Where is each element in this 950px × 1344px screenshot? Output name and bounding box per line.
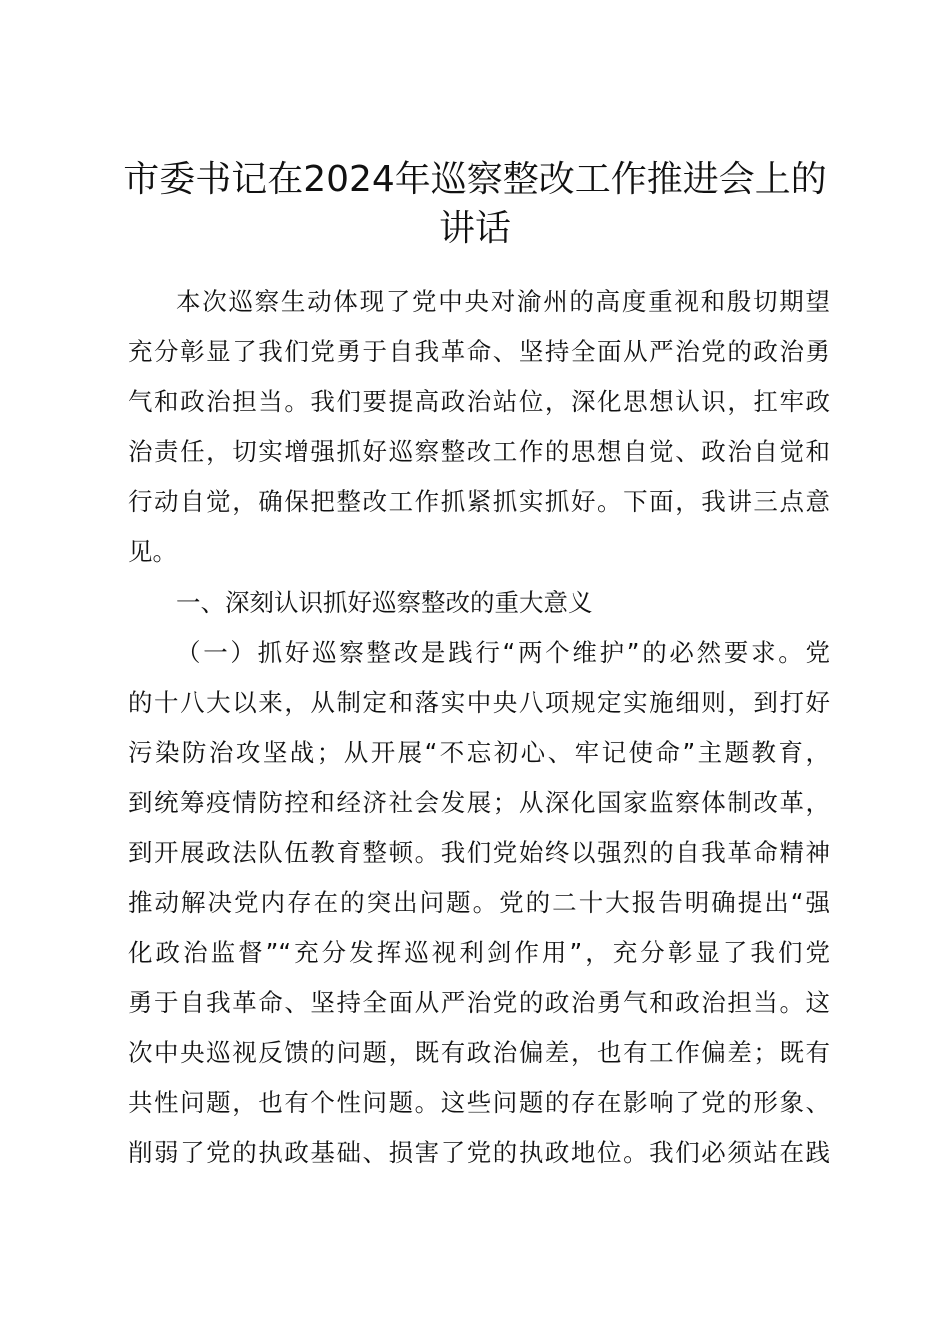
body-line-2: 充分彰显了我们党勇于自我革命、坚持全面从严治党的政治勇 xyxy=(128,337,830,366)
body-line-11: 到统筹疫情防控和经济社会发展；从深化国家监察体制改革， xyxy=(128,788,830,817)
body-line-3: 气和政治担当。我们要提高政治站位，深化思想认识，扛牢政 xyxy=(128,387,830,416)
body-line-8: （一）抓好巡察整改是践行“两个维护”的必然要求。党 xyxy=(176,638,830,667)
body-line-6: 见。 xyxy=(128,537,177,566)
body-line-10: 污染防治攻坚战；从开展“不忘初心、牢记使命”主题教育， xyxy=(128,738,830,767)
body-line-9: 的十八大以来，从制定和落实中央八项规定实施细则，到打好 xyxy=(128,688,830,717)
body-line-1: 本次巡察生动体现了党中央对渝州的高度重视和殷切期望 xyxy=(176,287,830,316)
body-line-12: 到开展政法队伍教育整顿。我们党始终以强烈的自我革命精神 xyxy=(128,838,830,867)
body-line-5: 行动自觉，确保把整改工作抓紧抓实抓好。下面，我讲三点意 xyxy=(128,487,830,516)
body-line-14: 化政治监督”“充分发挥巡视利剑作用”，充分彰显了我们党 xyxy=(128,938,830,967)
document-title: 市委书记在2024年巡察整改工作推进会上的讲话 xyxy=(123,159,827,249)
body-line-17: 共性问题，也有个性问题。这些问题的存在影响了党的形象、 xyxy=(128,1088,830,1117)
body-line-15: 勇于自我革命、坚持全面从严治党的政治勇气和政治担当。这 xyxy=(128,988,830,1017)
body-line-13: 推动解决党内存在的突出问题。党的二十大报告明确提出“强 xyxy=(128,888,830,917)
body-line-18: 削弱了党的执政基础、损害了党的执政地位。我们必须站在践 xyxy=(128,1138,830,1167)
section-heading-1: 一、深刻认识抓好巡察整改的重大意义 xyxy=(176,588,593,617)
body-line-4: 治责任，切实增强抓好巡察整改工作的思想自觉、政治自觉和 xyxy=(128,437,830,466)
body-line-16: 次中央巡视反馈的问题，既有政治偏差，也有工作偏差；既有 xyxy=(128,1038,830,1067)
